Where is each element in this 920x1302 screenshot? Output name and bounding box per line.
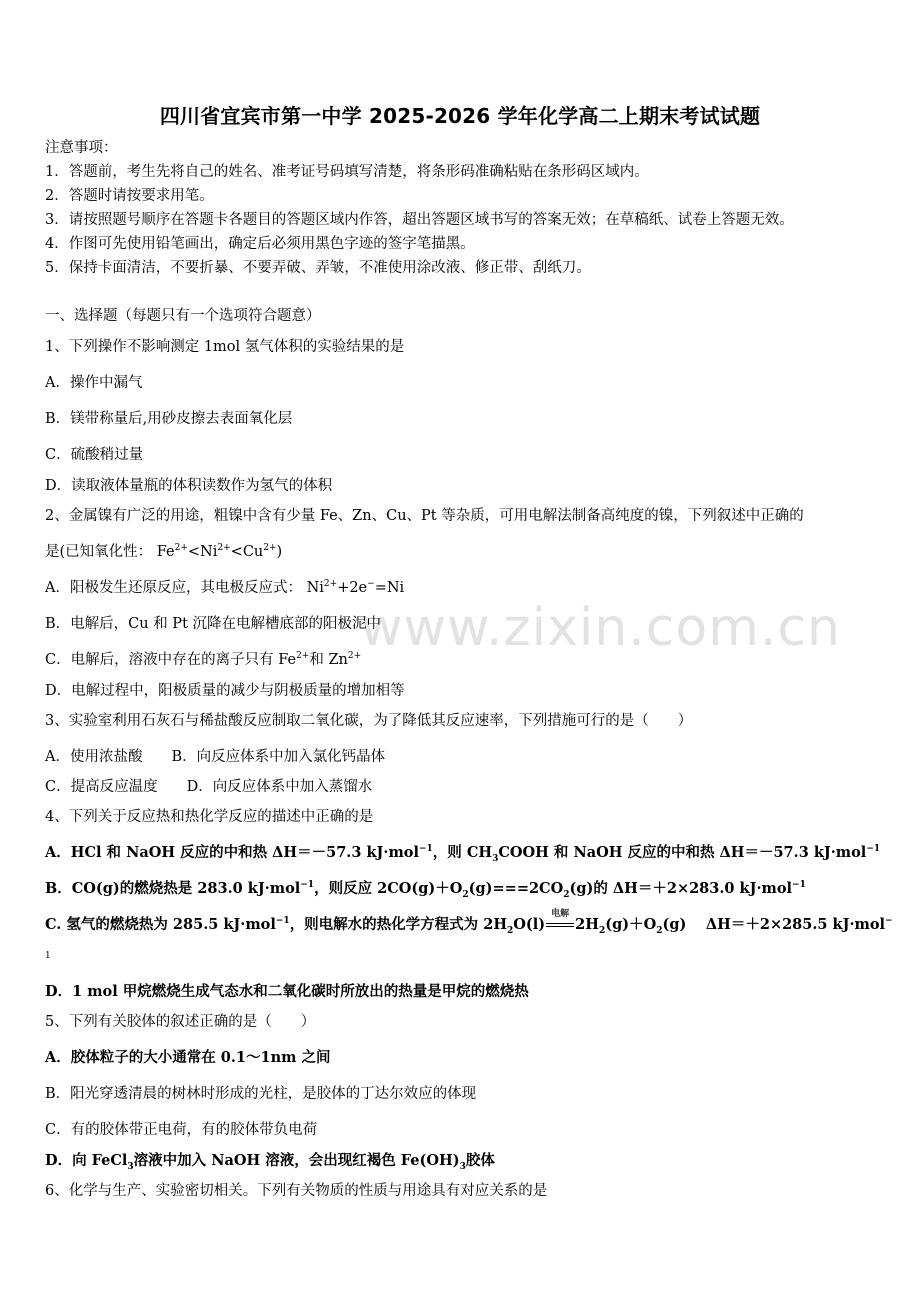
- question-1-stem: 1、下列操作不影响测定 1mol 氢气体积的实验结果的是: [45, 339, 405, 355]
- electrolysis-arrow: 电解: [545, 915, 575, 935]
- question-2-option-d: D．电解过程中，阳极质量的减少与阴极质量的增加相等: [45, 683, 405, 699]
- question-1-option-d: D．读取液体量瓶的体积读数作为氢气的体积: [45, 478, 333, 494]
- question-2-option-c: C．电解后，溶液中存在的离子只有 $Fe^{2+}$和 $Zn^{2+}$: [45, 651, 362, 668]
- notice-item-3: 3．请按照题号顺序在答题卡各题目的答题区域内作答，超出答题区域书写的答案无效；在草稿纸、试卷上答题无效。: [45, 212, 794, 228]
- question-5-option-b: B．阳光穿透清晨的树林时形成的光柱，是胶体的丁达尔效应的体现: [45, 1086, 477, 1102]
- watermark: www.zixin.com.cn: [360, 598, 841, 658]
- question-5-stem: 5、下列有关胶体的叙述正确的是（ ）: [45, 1014, 316, 1030]
- question-3-options-ab: A．使用浓盐酸 B．向反应体系中加入氯化钙晶体: [45, 749, 386, 765]
- notice-item-1: 1．答题前，考生先将自己的姓名、准考证号码填写清楚，将条形码准确粘贴在条形码区域内。: [45, 164, 649, 180]
- question-1-option-c: C．硫酸稍过量: [45, 447, 144, 463]
- question-4-option-c-wrap: 1: [45, 951, 51, 961]
- question-3-stem: 3、实验室利用石灰石与稀盐酸反应制取二氧化碳，为了降低其反应速率，下列措施可行的是（ ）: [45, 713, 693, 729]
- question-2-stem-line1: 2、金属镍有广泛的用途，粗镍中含有少量 Fe、Zn、Cu、Pt 等杂质，可用电解法制备高纯度的镍，下列叙述中正确的: [45, 508, 804, 524]
- question-4-stem: 4、下列关于反应热和热化学反应的描述中正确的是: [45, 809, 374, 825]
- notice-item-2: 2．答题时请按要求用笔。: [45, 188, 214, 204]
- question-2-option-b: B．电解后，Cu 和 Pt 沉降在电解槽底部的阳极泥中: [45, 616, 381, 632]
- question-4-option-c: C. 氢气的燃烧热为 285.5 kJ·mol$^{-1}$，则电解水的热化学方程式为 $2H_2O(l)$ 电解 $2H_2(g)+O_2(g)$ ΔH＝＋2×285.5 kJ·mol−: [45, 909, 893, 936]
- notice-item-5: 5．保持卡面清洁，不要折暴、不要弄破、弄皱，不准使用涂改液、修正带、刮纸刀。: [45, 260, 591, 276]
- question-2-option-a: A．阳极发生还原反应，其电极反应式： $Ni^{2+}+2e^-=Ni$: [45, 579, 405, 596]
- question-4-option-b: B．CO(g)的燃烧热是 283.0 kJ·mol$^{-1}$，则反应 $2CO(g)+O_2(g)===2CO_2(g)$的 ΔH＝＋2×283.0 kJ·mol$^{-1}$: [45, 880, 806, 900]
- notice-heading: 注意事项：: [45, 140, 118, 156]
- question-4-option-a: A．HCl 和 NaOH 反应的中和热 ΔH＝－57.3 kJ·mol$^{-1}$，则 $CH_3COOH$ 和 NaOH 反应的中和热 ΔH＝－57.3 kJ·mol$^{-1}$: [45, 844, 881, 864]
- question-2-stem-line2: 是(已知氧化性： $Fe^{2+}<Ni^{2+}<Cu^{2+}$): [45, 543, 283, 560]
- question-5-option-c: C．有的胶体带正电荷，有的胶体带负电荷: [45, 1122, 318, 1138]
- page-title: 四川省宜宾市第一中学 2025-2026 学年化学高二上期末考试试题: [159, 104, 761, 128]
- question-3-options-cd: C．提高反应温度 D．向反应体系中加入蒸馏水: [45, 779, 373, 795]
- section-heading: 一、选择题（每题只有一个选项符合题意）: [45, 308, 321, 324]
- question-5-option-a: A．胶体粒子的大小通常在 0.1～1nm 之间: [45, 1049, 331, 1066]
- question-5-option-d: D．向 FeCl$_3$溶液中加入 NaOH 溶液，会出现红褐色 $Fe(OH)_3$胶体: [45, 1152, 495, 1172]
- question-4-option-d: D．1 mol 甲烷燃烧生成气态水和二氧化碳时所放出的热量是甲烷的燃烧热: [45, 983, 529, 1000]
- question-6-stem: 6、化学与生产、实验密切相关。下列有关物质的性质与用途具有对应关系的是: [45, 1183, 548, 1199]
- question-1-option-a: A．操作中漏气: [45, 375, 143, 391]
- notice-item-4: 4．作图可先使用铅笔画出，确定后必须用黑色字迹的签字笔描黑。: [45, 236, 475, 252]
- question-1-option-b: B．镁带称量后,用砂皮擦去表面氧化层: [45, 411, 293, 427]
